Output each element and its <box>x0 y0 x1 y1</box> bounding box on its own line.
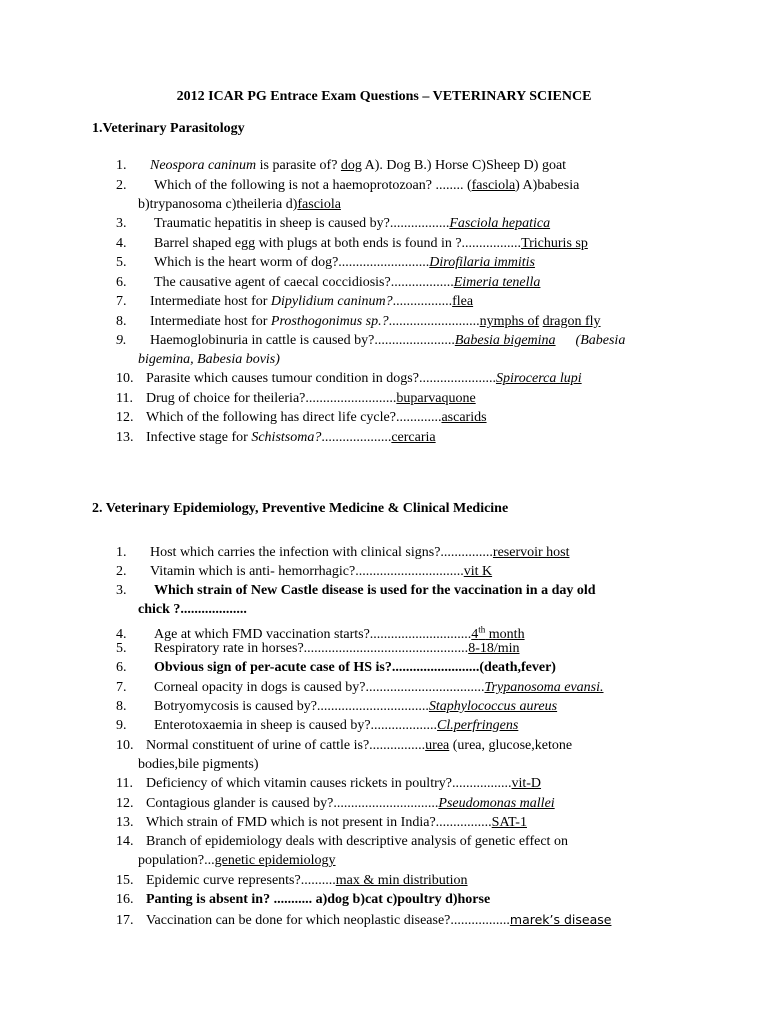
list-item: 5. Which is the heart worm of dog?..........................Dirofilaria immitis <box>116 255 535 270</box>
list-item: 9. Enterotoxaemia in sheep is caused by?...................Cl.perfringens <box>116 718 519 733</box>
list-item: 16. Panting is absent in? ........... a)dog b)cat c)poultry d)horse <box>116 892 491 907</box>
list-item: 4. Age at which FMD vaccination starts?.............................4th month <box>116 624 525 642</box>
list-item: 10. Parasite which causes tumour condition in dogs?......................Spirocerca lupi <box>116 371 582 386</box>
list-item: 3. Which strain of New Castle disease is used for the vaccination in a day old chick ?................... <box>116 583 596 618</box>
list-item: 13. Which strain of FMD which is not present in India?................SAT-1 <box>116 815 527 830</box>
list-item: 5. Respiratory rate in horses?...............................................8-18/min <box>116 641 520 656</box>
list-item: 8. Botryomycosis is caused by?................................Staphylococcus aureus <box>116 699 558 714</box>
list-item: 10. Normal constituent of urine of cattle is?................urea (urea, glucose,ketone bodies,bile pigments) <box>116 738 573 773</box>
list-item: 11. Drug of choice for theileria?..........................buparvaquone <box>116 391 476 406</box>
list-item: 6. Obvious sign of per-acute case of HS is?.........................(death,fever) <box>116 660 556 675</box>
section-heading-epidemiology: 2. Veterinary Epidemiology, Preventive Medicine & Clinical Medicine <box>92 501 509 516</box>
list-item: 1. Host which carries the infection with clinical signs?...............reservoir host <box>116 545 570 560</box>
list-item: 15. Epidemic curve represents?..........max & min distribution <box>116 873 468 888</box>
list-item: 2. Vitamin which is anti- hemorrhagic?...............................vit K <box>116 564 493 579</box>
list-item: 7. Intermediate host for Dipylidium caninum?.................flea <box>116 294 474 309</box>
list-item: 3. Traumatic hepatitis in sheep is caused by?.................Fasciola hepatica <box>116 216 551 231</box>
list-item: 14. Branch of epidemiology deals with descriptive analysis of genetic effect on population?...genetic epidemiology <box>116 834 568 869</box>
list-item: 9. Haemoglobinuria in cattle is caused by?.......................Babesia bigemina (Babesia bigemina, Babesia bovis) <box>116 333 626 368</box>
section-heading-parasitology: 1.Veterinary Parasitology <box>92 121 245 136</box>
list-item: 7. Corneal opacity in dogs is caused by?..................................Trypanosoma evansi. <box>116 680 604 695</box>
list-item: 11. Deficiency of which vitamin causes rickets in poultry?.................vit-D <box>116 776 542 791</box>
list-item: 12. Which of the following has direct life cycle?.............ascarids <box>116 410 487 425</box>
list-item: 1. Neospora caninum is parasite of? dog A). Dog B.) Horse C)Sheep D) goat <box>116 158 567 173</box>
list-item: 4. Barrel shaped egg with plugs at both ends is found in ?.................Trichuris sp <box>116 236 588 251</box>
list-item: 12. Contagious glander is caused by?..............................Pseudomonas mallei <box>116 796 555 811</box>
page-title: 2012 ICAR PG Entrace Exam Questions – VETERINARY SCIENCE <box>176 89 592 104</box>
list-item: 2. Which of the following is not a haemoprotozoan? ........ (fasciola) A)babesia b)trypanosoma c)theileria d)fasciola <box>116 178 580 213</box>
list-item: 13. Infective stage for Schistsoma?....................cercaria <box>116 430 436 445</box>
list-item: 17. Vaccination can be done for which neoplastic disease?.................marek’s disease <box>116 912 612 928</box>
list-item: 8. Intermediate host for Prosthogonimus sp.?..........................nymphs of dragon fly <box>116 314 601 329</box>
list-item: 6. The causative agent of caecal coccidiosis?..................Eimeria tenella <box>116 275 541 290</box>
